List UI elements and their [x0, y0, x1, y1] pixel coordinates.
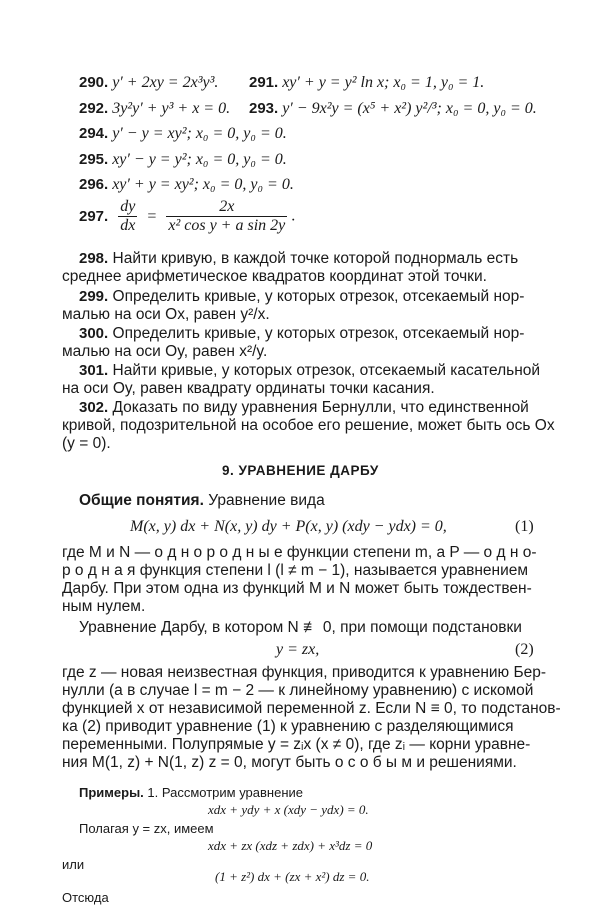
problem-295	[79, 151, 287, 169]
example-equation-b: xdx + zx (xdz + zdx) + x³dz = 0	[208, 838, 373, 853]
fraction-rhs	[166, 198, 287, 235]
problem-number: 296.	[79, 176, 109, 193]
equation-1-label: (1)	[515, 518, 534, 535]
problem-number: 300.	[79, 325, 109, 342]
denominator: x² cos y + a sin 2y	[168, 217, 286, 234]
equation: 3y²y′ + y³ + x = 0.	[112, 100, 231, 117]
paragraph-3-line3: функцией x от независимой переменной z. Если N ≡ 0, то подстанов-	[62, 700, 561, 717]
paragraph-3-line6: ния M(1, z) + N(1, z) z = 0, могут быть о с о б ы м и решениями.	[62, 754, 517, 771]
equation: xy′ − y = y²; x₀ = 0, y₀ = 0.	[112, 151, 287, 168]
equation: y′ − y = xy²; x₀ = 0, y₀ = 0.	[112, 125, 287, 142]
example-substitution: Полагая y = zx, имеем	[79, 821, 214, 836]
problem-302-line3: (y = 0).	[62, 435, 111, 452]
problem-number: 294.	[79, 125, 109, 142]
problem-number: 290.	[79, 74, 109, 91]
paragraph-1-line3: Дарбу. При этом одна из функций M и N может быть тождествен-	[62, 580, 532, 597]
problem-number: 302.	[79, 399, 109, 416]
example-equation-c: (1 + z²) dx + (zx + x²) dz = 0.	[215, 869, 370, 884]
problem-text: Доказать по виду уравнения Бернулли, что единственной	[112, 399, 529, 416]
intro-text: Уравнение вида	[208, 492, 325, 509]
problem-text: Найти кривые, у которых отрезок, отсекаемый касательной	[112, 362, 541, 379]
problem-number: 299.	[79, 288, 109, 305]
equation: xy′ + y = xy²; x₀ = 0, y₀ = 0.	[112, 176, 294, 193]
paragraph-1-line4: ным нулем.	[62, 598, 146, 615]
examples-heading	[79, 785, 303, 800]
problem-298-line2: среднее арифметическое квадратов координат этой точки.	[62, 268, 487, 285]
problem-number: 292.	[79, 100, 109, 117]
paragraph-3-line1: где z — новая неизвестная функция, приводится к уравнению Бер-	[62, 664, 547, 681]
examples-bold: Примеры.	[79, 785, 144, 800]
paragraph-3-line2: нулли (а в случае l = m − 2 — к линейному уравнению) с искомой	[62, 682, 534, 699]
problem-299-line2: малью на оси Ox, равен y²/x.	[62, 306, 270, 323]
equation: y′ − 9x²y = (x⁵ + x²) y²/³; x₀ = 0, y₀ = 0.	[282, 100, 537, 117]
paragraph-1-line2: р о д н а я функция степени l (l ≠ m − 1), называется уравнением	[62, 562, 529, 579]
equation-2: y = zx,	[276, 641, 320, 658]
equals-sign: =	[147, 207, 157, 225]
problem-299-line1	[79, 288, 524, 306]
intro-bold: Общие понятия.	[79, 492, 204, 509]
paragraph-3-line4: ка (2) приводит уравнение (1) к уравнению с разделяющимися	[62, 718, 514, 735]
problem-290	[79, 74, 218, 92]
problem-302-line1	[79, 399, 529, 417]
problem-293	[249, 100, 537, 118]
equation: xy′ + y = y² ln x; x₀ = 1, y₀ = 1.	[282, 74, 485, 91]
example-hence: Отсюда	[62, 890, 109, 905]
fraction-dy-dx	[118, 198, 137, 235]
example-or: или	[62, 857, 85, 872]
paragraph-1-line1: где M и N — о д н о р о д н ы е функции степени m, а P — о д н о-	[62, 544, 537, 561]
period: .	[291, 207, 296, 225]
equation: y′ + 2xy = 2x³y³.	[112, 74, 219, 91]
problem-300-line2: малью на оси Oy, равен x²/y.	[62, 343, 268, 360]
problem-number: 298.	[79, 250, 109, 267]
problem-number: 295.	[79, 151, 109, 168]
numerator: 2x	[166, 198, 287, 217]
paragraph-3-line5: переменными. Полупрямые y = zᵢx (x ≠ 0), где zᵢ — корни уравне-	[62, 736, 531, 753]
problem-number: 291.	[249, 74, 279, 91]
equation-2-label: (2)	[515, 641, 534, 658]
section-intro	[79, 492, 325, 510]
problem-text: Определить кривые, у которых отрезок, отсекаемый нор-	[112, 288, 525, 305]
problem-294	[79, 125, 287, 143]
problem-301-line2: на оси Oy, равен квадрату ординаты точки касания.	[62, 380, 435, 397]
problem-301-line1	[79, 362, 540, 380]
problem-text: Найти кривую, в каждой точке которой поднормаль есть	[112, 250, 519, 267]
problem-296	[79, 176, 294, 194]
problem-292	[79, 100, 230, 118]
problem-text: Определить кривые, у которых отрезок, отсекаемый нор-	[112, 325, 525, 342]
section-title: 9. УРАВНЕНИЕ ДАРБУ	[222, 463, 379, 478]
equation-1: M(x, y) dx + N(x, y) dy + P(x, y) (xdy − ydx) = 0,	[130, 518, 447, 535]
problem-297	[79, 198, 295, 235]
numerator: dy	[120, 198, 136, 215]
example-equation-a: xdx + ydy + x (xdy − ydx) = 0.	[208, 802, 369, 817]
problem-300-line1	[79, 325, 524, 343]
problem-291	[249, 74, 484, 92]
examples-text: 1. Рассмотрим уравнение	[147, 785, 304, 800]
problem-number: 301.	[79, 362, 109, 379]
problem-302-line2: кривой, подозрительной на особое его решение, может быть ось Ox	[62, 417, 555, 434]
paragraph-2-line1: Уравнение Дарбу, в котором N ≢ 0, при помощи подстановки	[79, 619, 522, 636]
problem-number: 297.	[79, 208, 109, 225]
denominator: dx	[120, 217, 136, 234]
problem-number: 293.	[249, 100, 279, 117]
problem-298-line1	[79, 250, 518, 268]
